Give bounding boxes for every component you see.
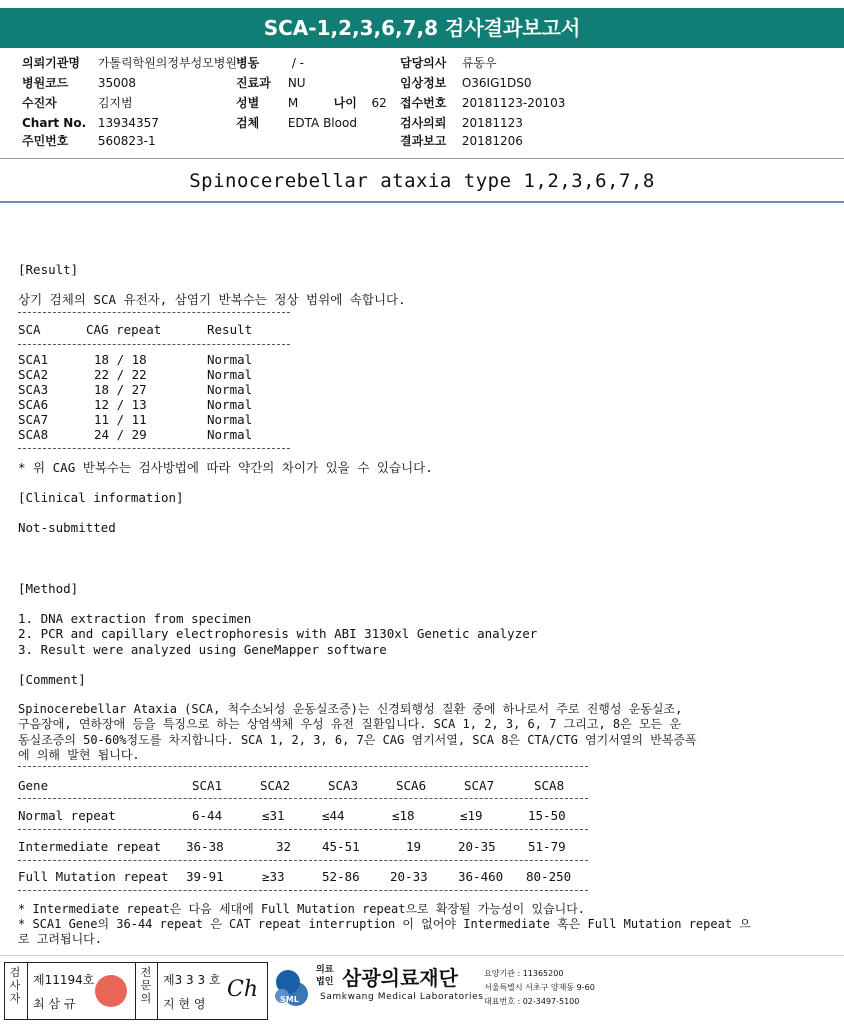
clinical-heading: [Clinical information] xyxy=(18,490,184,505)
result-row-repeat: 12 / 13 xyxy=(94,397,147,412)
hospital-value: 가톨릭학원의정부성모병원 xyxy=(97,56,237,70)
signature-divider xyxy=(157,963,158,1019)
org-name: 삼광의료재단 xyxy=(342,966,458,990)
ward-value: / - xyxy=(291,56,305,70)
collector-label: 수진자 xyxy=(22,96,57,110)
result-row-repeat: 24 / 29 xyxy=(94,427,147,442)
result-row-gene: SCA7 xyxy=(18,412,49,427)
range-table-rule xyxy=(18,798,588,799)
result-row-repeat: 22 / 22 xyxy=(94,367,147,382)
receipt-row xyxy=(400,94,565,112)
receipt-value: 20181123-20103 xyxy=(461,96,566,110)
range-cell: 15-50 xyxy=(528,808,566,823)
signature-box xyxy=(4,962,268,1020)
specimen-value: EDTA Blood xyxy=(287,116,357,130)
specimen-row xyxy=(236,114,357,132)
result-row-status: Normal xyxy=(207,427,253,442)
ward-label: 병동 xyxy=(236,56,260,70)
signature-divider xyxy=(27,963,28,1019)
range-cell: 36-38 xyxy=(186,839,224,854)
specialist-label: 전문의 xyxy=(140,966,152,1005)
range-cell: 51-79 xyxy=(528,839,566,854)
specialist-number: 제3 3 3 호 xyxy=(163,973,221,987)
range-table-rule xyxy=(18,890,588,891)
report-date-label: 결과보고 xyxy=(400,134,447,148)
specimen-label: 검체 xyxy=(236,116,260,130)
range-cell: 19 xyxy=(406,839,422,854)
ward-row xyxy=(236,54,304,72)
collector-value: 김지범 xyxy=(97,96,133,110)
hospital-code-label: 병원코드 xyxy=(22,76,69,90)
comment-line: 에 의해 발현 됩니다. xyxy=(18,748,140,762)
range-header-col: SCA2 xyxy=(260,778,291,793)
clinical-info-row xyxy=(400,74,532,92)
range-row-label: Full Mutation repeat xyxy=(18,869,169,884)
range-header-col: SCA1 xyxy=(192,778,223,793)
dept-value: NU xyxy=(287,76,306,90)
request-date-value: 20181123 xyxy=(461,116,523,130)
range-cell: 36-460 xyxy=(458,869,504,884)
report-heading: Spinocerebellar ataxia type 1,2,3,6,7,8 xyxy=(189,170,655,192)
request-date-label: 검사의뢰 xyxy=(400,116,447,130)
result-note: * 위 CAG 반복수는 검사방법에 따라 약간의 차이가 있을 수 있습니다. xyxy=(18,460,433,475)
footer-divider xyxy=(0,955,844,956)
range-table-rule xyxy=(18,766,588,767)
clinical-text: Not-submitted xyxy=(18,520,116,535)
result-table-rule-top xyxy=(18,312,290,313)
org-code: 요양기관 : 11365200 xyxy=(484,969,564,978)
report-date-value: 20181206 xyxy=(461,134,523,148)
range-row-label: Intermediate repeat xyxy=(18,839,161,854)
age-value: 62 xyxy=(371,96,387,110)
range-cell: 52-86 xyxy=(322,869,360,884)
range-header-col: SCA7 xyxy=(464,778,495,793)
clinical-info-value: O36IG1DS0 xyxy=(461,76,532,90)
org-english: Samkwang Medical Laboratories xyxy=(320,992,484,1002)
id-row xyxy=(22,132,156,150)
result-row-repeat: 18 / 27 xyxy=(94,382,147,397)
comment-note: * Intermediate repeat은 다음 세대에 Full Mutation repeat으로 확장될 가능성이 있습니다. xyxy=(18,902,586,916)
doctor-label: 담당의사 xyxy=(400,56,447,70)
result-row-gene: SCA3 xyxy=(18,382,49,397)
tester-seal-icon xyxy=(95,975,127,1007)
range-header-col: SCA3 xyxy=(328,778,359,793)
age-label: 나이 xyxy=(333,96,357,110)
result-row-status: Normal xyxy=(207,397,253,412)
range-cell: 80-250 xyxy=(526,869,572,884)
hospital-label: 의뢰기관명 xyxy=(22,56,80,70)
comment-line: 구음장애, 연하장애 등을 특징으로 하는 상염색체 우성 유전 질환입니다. SCA 1, 2, 3, 6, 7 그리고, 8은 모든 운 xyxy=(18,717,681,731)
result-row-gene: SCA8 xyxy=(18,427,49,442)
comment-note: 로 고려됩니다. xyxy=(18,932,103,946)
result-row-gene: SCA1 xyxy=(18,352,49,367)
footer xyxy=(0,960,844,1027)
hospital-code-row xyxy=(22,74,136,92)
range-cell: 39-91 xyxy=(186,869,224,884)
chart-label: Chart No. xyxy=(22,116,87,130)
range-cell: ≤44 xyxy=(322,808,345,823)
sml-logo-icon xyxy=(270,962,310,1012)
signature-divider xyxy=(135,963,136,1019)
org-address: 서울특별시 서초구 양재동 9-60 xyxy=(484,983,595,992)
comment-line: Spinocerebellar Ataxia (SCA, 척수소뇌성 운동실조증)는 신경퇴행성 질환 중에 하나로서 주로 진행성 운동실조, xyxy=(18,702,683,716)
clinical-info-label: 임상정보 xyxy=(400,76,447,90)
range-cell: 45-51 xyxy=(322,839,360,854)
doctor-value: 류동우 xyxy=(461,56,497,70)
specialist-signature: Ch xyxy=(227,977,259,1002)
range-cell: ≤31 xyxy=(262,808,285,823)
result-row-status: Normal xyxy=(207,367,253,382)
report-heading-rule xyxy=(0,201,844,203)
sex-row xyxy=(236,94,387,112)
comment-heading: [Comment] xyxy=(18,672,86,687)
result-table-rule-bottom xyxy=(18,448,290,449)
result-col-result: Result xyxy=(207,322,253,337)
range-cell: ≥33 xyxy=(262,869,285,884)
result-row-gene: SCA2 xyxy=(18,367,49,382)
range-cell: 20-33 xyxy=(390,869,428,884)
tester-label: 검사자 xyxy=(9,966,21,1005)
result-summary: 상기 검체의 SCA 유전자, 삼염기 반복수는 정상 범위에 속합니다. xyxy=(18,292,406,307)
range-cell: 6-44 xyxy=(192,808,223,823)
range-row-label: Normal repeat xyxy=(18,808,116,823)
dept-row xyxy=(236,74,306,92)
dept-label: 진료과 xyxy=(236,76,271,90)
chart-value: 13934357 xyxy=(97,116,159,130)
tester-number: 제11194호 xyxy=(33,973,95,987)
id-value: 560823-1 xyxy=(97,134,156,148)
result-row-status: Normal xyxy=(207,352,253,367)
comment-line: 동실조증의 50-60%정도를 차지합니다. SCA 1, 2, 3, 6, 7은 CAG 염기서열, SCA 8은 CTA/CTG 염기서열의 반복증폭 xyxy=(18,733,697,747)
org-prefix-bottom: 법인 xyxy=(316,977,334,987)
hospital-row xyxy=(22,54,237,72)
comment-note: * SCA1 Gene의 36-44 repeat 은 CAT repeat interruption 이 없어야 Intermediate 혹은 Full Mutation repeat 으 xyxy=(18,917,751,931)
result-row-repeat: 18 / 18 xyxy=(94,352,147,367)
chart-row xyxy=(22,114,159,132)
sex-value: M xyxy=(287,96,299,110)
header-divider xyxy=(0,158,844,159)
result-col-cag: CAG repeat xyxy=(86,322,162,337)
result-heading: [Result] xyxy=(18,262,79,277)
range-cell: ≤19 xyxy=(460,808,483,823)
report-title-bar: SCA-1,2,3,6,7,8 검사결과보고서 xyxy=(0,8,844,48)
receipt-label: 접수번호 xyxy=(400,96,447,110)
doctor-row xyxy=(400,54,497,72)
collector-row xyxy=(22,94,133,112)
range-cell: 20-35 xyxy=(458,839,496,854)
method-item: 1. DNA extraction from specimen xyxy=(18,611,252,626)
report-date-row xyxy=(400,132,523,150)
result-col-sca: SCA xyxy=(18,322,41,337)
method-item: 3. Result were analyzed using GeneMapper software xyxy=(18,642,387,657)
request-date-row xyxy=(400,114,523,132)
result-table-rule-mid xyxy=(18,344,290,345)
org-prefix-top: 의료 xyxy=(316,965,334,975)
result-row-status: Normal xyxy=(207,412,253,427)
org-phone: 대표번호 : 02-3497-5100 xyxy=(484,997,580,1006)
range-cell: 32 xyxy=(276,839,292,854)
specialist-name: 지 현 영 xyxy=(163,997,206,1011)
org-logo xyxy=(270,962,310,1012)
result-row-repeat: 11 / 11 xyxy=(94,412,147,427)
result-row-gene: SCA6 xyxy=(18,397,49,412)
method-heading: [Method] xyxy=(18,581,79,596)
range-table-rule xyxy=(18,860,588,861)
range-cell: ≤18 xyxy=(392,808,415,823)
tester-name: 최 삼 규 xyxy=(33,997,76,1011)
method-item: 2. PCR and capillary electrophoresis with ABI 3130xl Genetic analyzer xyxy=(18,626,538,641)
range-header-gene: Gene xyxy=(18,778,49,793)
result-row-status: Normal xyxy=(207,382,253,397)
id-label: 주민번호 xyxy=(22,134,69,148)
range-header-col: SCA6 xyxy=(396,778,427,793)
sex-label: 성별 xyxy=(236,96,260,110)
range-header-col: SCA8 xyxy=(534,778,565,793)
range-table-rule xyxy=(18,829,588,830)
hospital-code-value: 35008 xyxy=(97,76,137,90)
logo-text: SML xyxy=(280,995,299,1004)
